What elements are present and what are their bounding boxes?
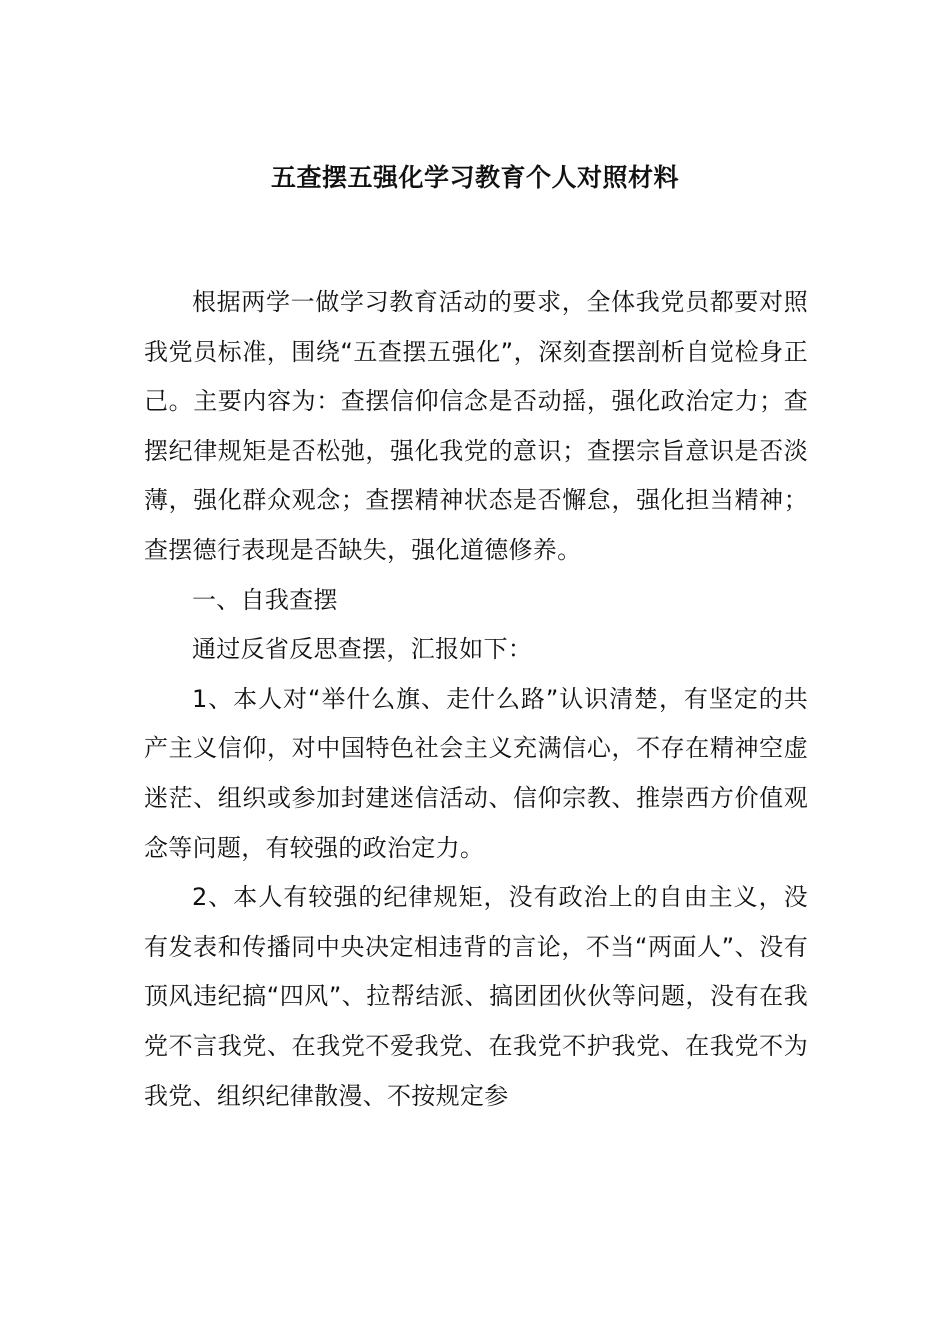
item-1-paragraph: 1、本人对“举什么旗、走什么路”认识清楚，有坚定的共产主义信仰，对中国特色社会主义充满信心，不存在精神空虚迷茫、组织或参加封建迷信活动、信仰宗教、推崇西方价值观念等问题，有较强的政治定力。 (144, 684, 808, 862)
item-2-paragraph: 2、本人有较强的纪律规矩，没有政治上的自由主义，没有发表和传播同中央决定相违背的言论，不当“两面人”、没有顶风违纪搞“四风”、拉帮结派、搞团团伙伙等问题，没有在我党不言我党、在我党不爱我党、在我党不护我党、在我党不为我党、组织纪律散漫、不按规定参 (144, 883, 808, 1110)
intro-paragraph: 根据两学一做学习教育活动的要求，全体我党员都要对照我党员标准，围绕“五查摆五强化”，深刻查摆剖析自觉检身正己。主要内容为：查摆信仰信念是否动摇，强化政治定力；查摆纪律规矩是否松弛，强化我党的意识；查摆宗旨意识是否淡薄，强化群众观念；查摆精神状态是否懈怠，强化担当精神；查摆德行表现是否缺失，强化道德修养。 (144, 288, 808, 564)
section-intro-paragraph: 通过反省反思查摆，汇报如下： (192, 635, 533, 664)
document-title: 五查摆五强化学习教育个人对照材料 (270, 163, 679, 192)
document-body (144, 278, 808, 1121)
section-heading: 一、自我查摆 (192, 585, 338, 614)
